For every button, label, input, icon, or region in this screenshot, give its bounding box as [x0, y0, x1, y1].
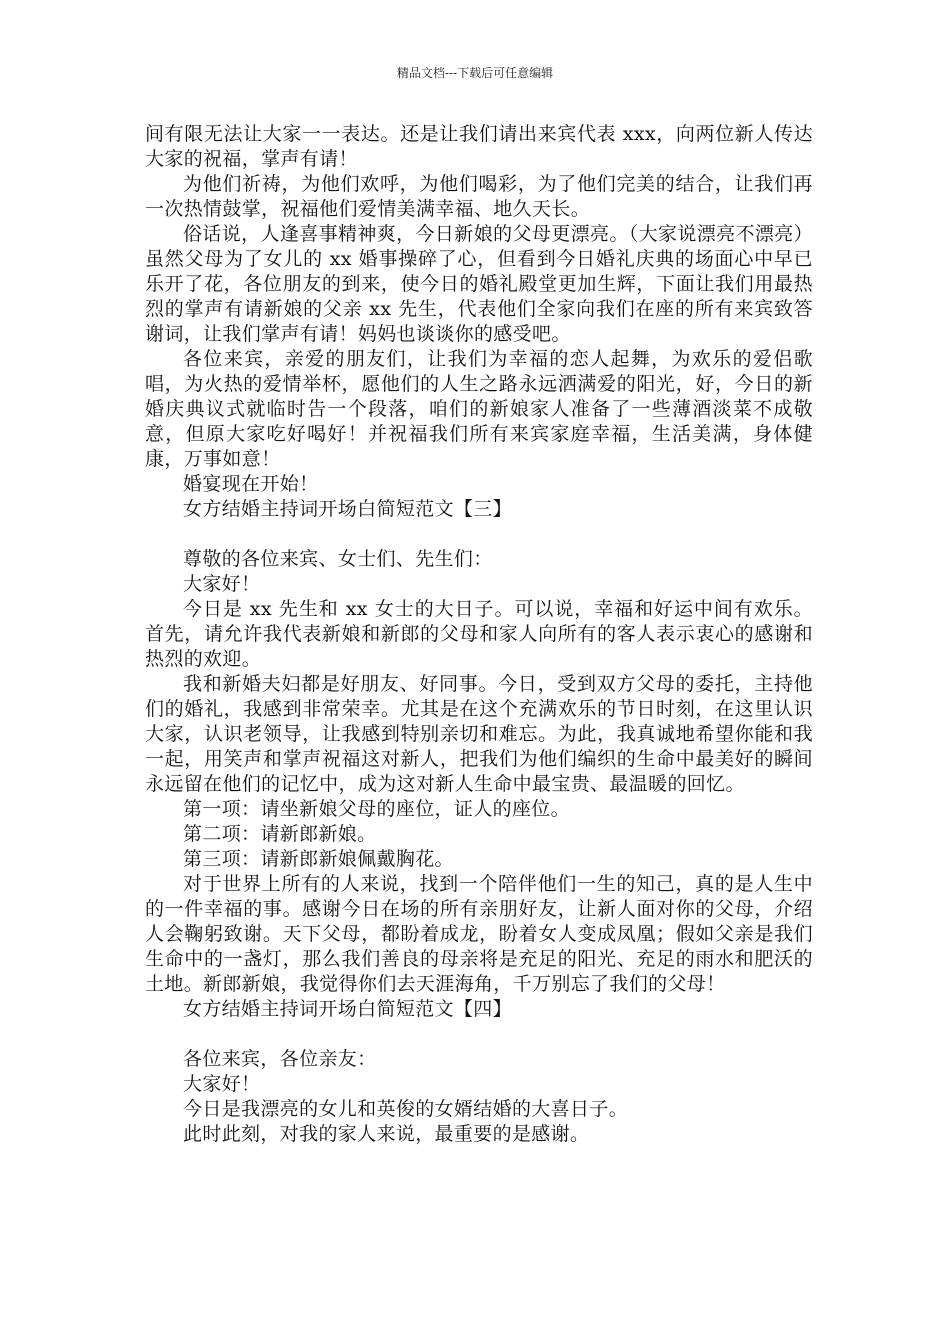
document-body	[145, 122, 813, 1147]
greeting: 大家好！	[183, 1073, 261, 1095]
agenda-item: 第二项：请新郎新娘。	[183, 823, 377, 845]
section-heading: 女方结婚主持词开场白简短范文【四】	[183, 998, 512, 1020]
blank-line	[145, 522, 813, 547]
blank-line	[145, 1022, 813, 1047]
section-heading: 女方结婚主持词开场白简短范文【三】	[183, 498, 512, 520]
paragraph: 为他们祈祷，为他们欢呼，为他们喝彩，为了他们完美的结合，让我们再一次热情鼓掌，祝福他们爱情美满幸福、地久天长。	[145, 173, 813, 220]
agenda-item: 第一项：请坐新娘父母的座位，证人的座位。	[183, 798, 571, 820]
paragraph: 婚宴现在开始！	[183, 473, 319, 495]
paragraph: 此时此刻，对我的家人来说，最重要的是感谢。	[183, 1123, 590, 1145]
salutation: 各位来宾，各位亲友：	[183, 1048, 377, 1070]
paragraph-continuation: 间有限无法让大家一一表达。还是让我们请出来宾代表 xxx，向两位新人传达大家的祝福，掌声有请！	[145, 123, 813, 170]
agenda-item: 第三项：请新郎新娘佩戴胸花。	[183, 848, 454, 870]
paragraph: 我和新婚夫妇都是好朋友、好同事。今日，受到双方父母的委托，主持他们的婚礼，我感到非常荣幸。尤其是在这个充满欢乐的节日时刻，在这里认识大家，认识老领导，让我感到特别亲切和难忘。为此，我真诚地希望你能和我一起，用笑声和掌声祝福这对新人，把我们为他们编织的生命中最美好的瞬间永远留在他们的记忆中，成为这对新人生命中最宝贵、最温暖的回忆。	[145, 673, 813, 795]
greeting: 大家好！	[183, 573, 261, 595]
paragraph: 对于世界上所有的人来说，找到一个陪伴他们一生的知己，真的是人生中的一件幸福的事。感谢今日在场的所有亲朋好友，让新人面对你的父母，介绍人会鞠躬致谢。天下父母，都盼着成龙，盼着女人变成凤凰；假如父亲是我们生命中的一盏灯，那么我们善良的母亲将是充足的阳光、充足的雨水和肥沃的土地。新郎新娘，我觉得你们去天涯海角，千万别忘了我们的父母！	[145, 873, 813, 995]
page-header: 精品文档---下载后可任意编辑	[396, 66, 554, 80]
paragraph: 今日是我漂亮的女儿和英俊的女婿结婚的大喜日子。	[183, 1098, 629, 1120]
salutation: 尊敬的各位来宾、女士们、先生们：	[183, 548, 493, 570]
paragraph: 俗话说，人逢喜事精神爽，今日新娘的父母更漂亮。（大家说漂亮不漂亮）虽然父母为了女儿的 xx 婚事操碎了心，但看到今日婚礼庆典的场面心中早已乐开了花，各位朋友的到来，使今日的婚礼殿堂更加生辉，下面让我们用最热烈的掌声有请新娘的父亲 xx 先生，代表他们全家向我们在座的所有来宾致答谢词，让我们掌声有请！妈妈也谈谈你的感受吧。	[145, 223, 813, 345]
paragraph: 今日是 xx 先生和 xx 女士的大日子。可以说，幸福和好运中间有欢乐。首先，请允许我代表新娘和新郎的父母和家人向所有的客人表示衷心的感谢和热烈的欢迎。	[145, 598, 813, 670]
paragraph: 各位来宾，亲爱的朋友们，让我们为幸福的恋人起舞，为欢乐的爱侣歌唱，为火热的爱情举杯，愿他们的人生之路永远洒满爱的阳光，好，今日的新婚庆典议式就临时告一个段落，咱们的新娘家人准备了一些薄酒淡菜不成敬意，但原大家吃好喝好！并祝福我们所有来宾家庭幸福，生活美满，身体健康，万事如意！	[145, 348, 813, 470]
